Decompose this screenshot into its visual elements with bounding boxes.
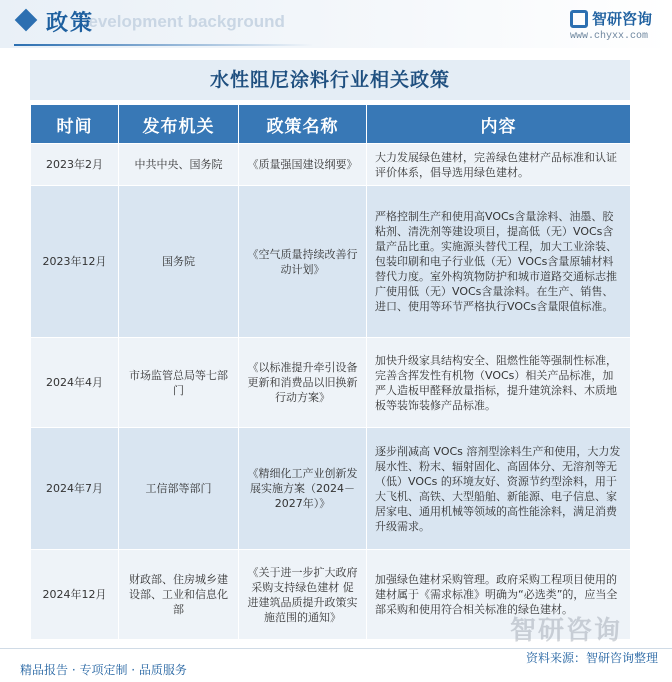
cell-content: 逐步削减高 VOCs 溶剂型涂料生产和使用，大力发展水性、粉末、辐射固化、高固体分、无溶剂等无（低）VOCs 的环境友好、资源节约型涂料，用于大飞机、高铁、大型船舶、新能源、电子信息、家居家电、通用机械等领域的高性能涂料，满足消费升级需求。 <box>367 428 631 550</box>
cell-time: 2023年2月 <box>31 144 119 186</box>
cell-policy: 《关于进一步扩大政府采购支持绿色建材 促进建筑品质提升政策实施范围的通知》 <box>239 550 367 640</box>
footer-source: 资料来源：智研咨询整理 <box>525 651 658 665</box>
page-footer <box>0 648 672 682</box>
table-row <box>31 144 631 186</box>
table-row <box>31 338 631 428</box>
cell-policy: 《质量强国建设纲要》 <box>239 144 367 186</box>
cell-agency: 中共中央、国务院 <box>119 144 239 186</box>
table-row <box>31 186 631 338</box>
cell-content: 加快升级家具结构安全、阻燃性能等强制性标准，完善含挥发性有机物（VOCs）相关产品标准，加严人造板甲醛释放量指标，提升建筑涂料、木质地板等装饰装修产品标准。 <box>367 338 631 428</box>
table-title: 水性阻尼涂料行业相关政策 <box>30 60 630 100</box>
cell-agency: 国务院 <box>119 186 239 338</box>
cell-time: 2024年12月 <box>31 550 119 640</box>
cell-content: 加强绿色建材采购管理。政府采购工程项目使用的建材属于《需求标准》明确为“必选类”的，应当全部采购和使用符合相关标准的绿色建材。 <box>367 550 631 640</box>
table-header-row <box>31 105 631 144</box>
diamond-icon <box>15 9 38 32</box>
footer-slogan: 精品报告 · 专项定制 · 品质服务 <box>20 663 187 677</box>
cell-time: 2023年12月 <box>31 186 119 338</box>
brand-name: 智研咨询 <box>591 10 652 28</box>
cell-agency: 财政部、住房城乡建设部、工业和信息化部 <box>119 550 239 640</box>
watermark: 智研咨询 <box>510 616 623 646</box>
column-header-time: 时间 <box>31 105 119 144</box>
column-header-agency: 发布机关 <box>119 105 239 144</box>
cell-time: 2024年4月 <box>31 338 119 428</box>
header-background-text: development background <box>78 12 285 31</box>
cell-policy: 《以标准提升牵引设备更新和消费品以旧换新行动方案》 <box>239 338 367 428</box>
column-header-content: 内容 <box>367 105 631 144</box>
page-title: 政策 <box>46 11 95 36</box>
cell-policy: 《空气质量持续改善行动计划》 <box>239 186 367 338</box>
cell-content: 大力发展绿色建材，完善绿色建材产品标准和认证评价体系，倡导选用绿色建材。 <box>367 144 631 186</box>
brand-url: www.chyxx.com <box>569 31 648 42</box>
brand <box>570 8 652 42</box>
brand-logo-icon <box>570 10 588 28</box>
cell-time: 2024年7月 <box>31 428 119 550</box>
column-header-policy: 政策名称 <box>239 105 367 144</box>
cell-policy: 《精细化工产业创新发展实施方案（2024－2027年）》 <box>239 428 367 550</box>
cell-agency: 工信部等部门 <box>119 428 239 550</box>
page-header <box>0 0 672 48</box>
header-underline <box>14 44 314 46</box>
cell-content: 严格控制生产和使用高VOCs含量涂料、油墨、胶粘剂、清洗剂等建设项目，提高低（无）VOCs含量产品比重。实施源头替代工程，加大工业涂装、包装印刷和电子行业低（无）VOCs含量原辅材料替代力度。室外构筑物防护和城市道路交通标志推广使用低（无）VOCs含量涂料。在生产、销售、进口、使用等环节严格执行VOCs含量限值标准。 <box>367 186 631 338</box>
table-row <box>31 428 631 550</box>
cell-agency: 市场监管总局等七部门 <box>119 338 239 428</box>
policy-table <box>30 104 631 640</box>
